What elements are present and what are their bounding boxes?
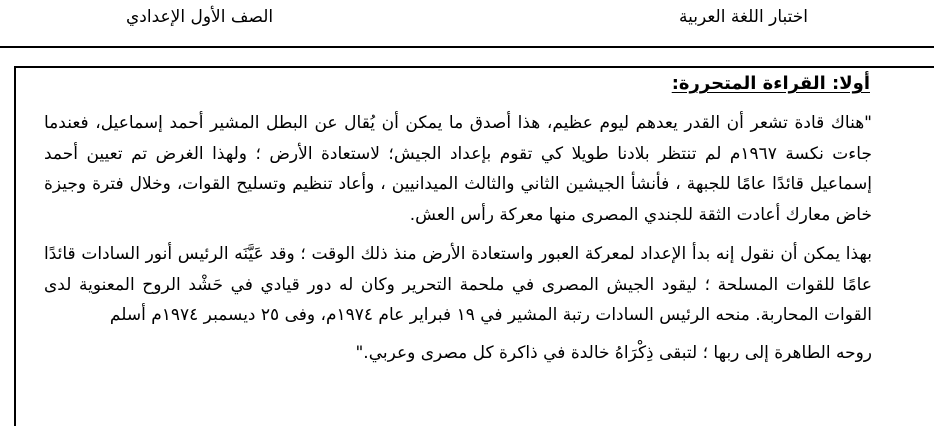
header-divider	[0, 46, 934, 48]
exam-header	[0, 0, 934, 50]
section-heading: أولا: القراءة المتحررة:	[671, 73, 870, 94]
exam-title: اختبار اللغة العربية	[679, 7, 808, 27]
passage-paragraph-2: بهذا يمكن أن نقول إنه بدأ الإعداد لمعركة العبور واستعادة الأرض منذ ذلك الوقت ؛ وقد عَيَّنَه الرئيس أنور السادات قائدًا عامًا للقوات المسلحة ؛ ليقود الجيش المصرى في ملحمة التحرير وكان له دور قيادي في حَشْد الروح المعنوية لدى القوات المحاربة. منحه الرئيس السادات رتبة المشير في ١٩ فبراير عام ١٩٧٤م، وفى ٢٥ ديسمبر ١٩٧٤م أسلم	[44, 244, 872, 325]
passage-paragraph-3: روحه الطاهرة إلى ربها ؛ لتبقى ذِكْرَاهُ خالدة في ذاكرة كل مصرى وعربي."	[355, 343, 872, 363]
passage-paragraph-1: "هناك قادة تشعر أن القدر يعدهم ليوم عظيم، هذا أصدق ما يمكن أن يُقال عن البطل المشير أحمد إسماعيل، فعندما جاءت نكسة ١٩٦٧م لم تنتظر بلادنا طويلا كي تقوم بإعداد الجيش؛ لاستعادة الأرض ؛ ولهذا الغرض تم تعيين أحمد إسماعيل قائدًا عامًا للجبهة ، فأنشأ الجيشين الثاني والثالث الميدانيين ، وأعاد تنظيم وتسليح القوات، وخلال فترة وجيزة خاض معارك أعادت الثقة للجندي المصرى منها معركة رأس العش.	[44, 113, 872, 225]
grade-title: الصف الأول الإعدادي	[126, 7, 274, 27]
